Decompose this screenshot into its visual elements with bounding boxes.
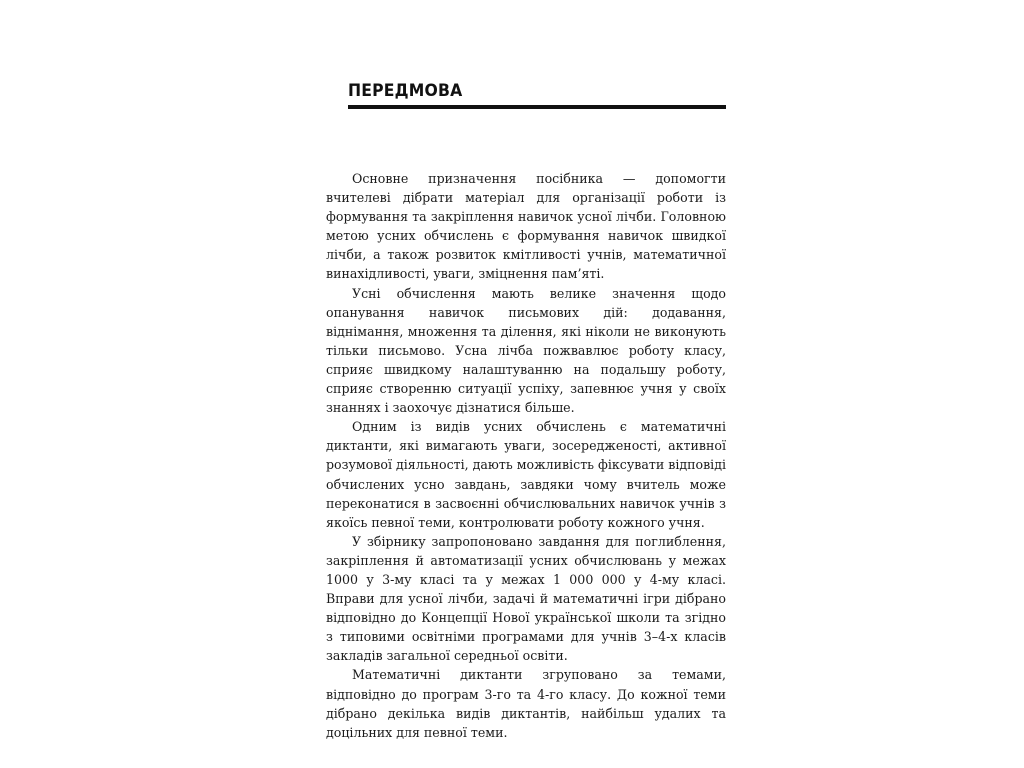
paragraph: Одним із видів усних обчислень є математичні диктанти, які вимагають уваги, зосередженості, активної розумової діяльності, дають можливість фіксувати відповіді обчислених усно завдань, завдяки чому вчитель може переконатися в засвоєнні обчислювальних навичок учнів з якоїсь певної теми, контролювати роботу кожного учня. [326, 419, 726, 530]
paragraph: Основне призначення посібника — допомогти вчителеві дібрати матеріал для організації роботи із формування та закріплення навичок усної лічби. Головною метою усних обчислень є формування навичок швидкої лічби, а також розвиток кмітливості учнів, математичної винахідливості, уваги, зміцнення пам’яті. [326, 171, 726, 282]
paragraph: У збірнику запропоновано завдання для поглиблення, закріплення й автоматизації усних обчислювань у межах 1000 у 3-му класі та у межах 1 000 000 у 4-му класі. Вправи для усної лічби, задачі й математичні ігри дібрано відповідно до Концепції Нової української школи та згідно з типовими освітніми програмами для учнів 3–4-х класів закладів загальної середньої освіти. [326, 533, 726, 664]
paragraph: Математичні диктанти згруповано за темами, відповідно до програм 3-го та 4-го класу. До кожної теми дібрано декілька видів диктантів, найбільш удалих та доцільних для певної теми. [326, 667, 726, 740]
document-page [326, 80, 726, 742]
page-heading: ПЕРЕДМОВА [348, 81, 463, 101]
paragraph: Усні обчислення мають велике значення щодо опанування навичок письмових дій: додавання, віднімання, множення та ділення, які ніколи не виконують тільки письмово. Усна лічба пожвавлює роботу класу, сприяє швидкому налаштуванню на подальшу роботу, сприяє створенню ситуації успіху, запевнює учня у своїх знаннях і заохочує дізнатися більше. [326, 285, 726, 416]
body-text [326, 169, 726, 742]
heading-underline [348, 105, 726, 109]
